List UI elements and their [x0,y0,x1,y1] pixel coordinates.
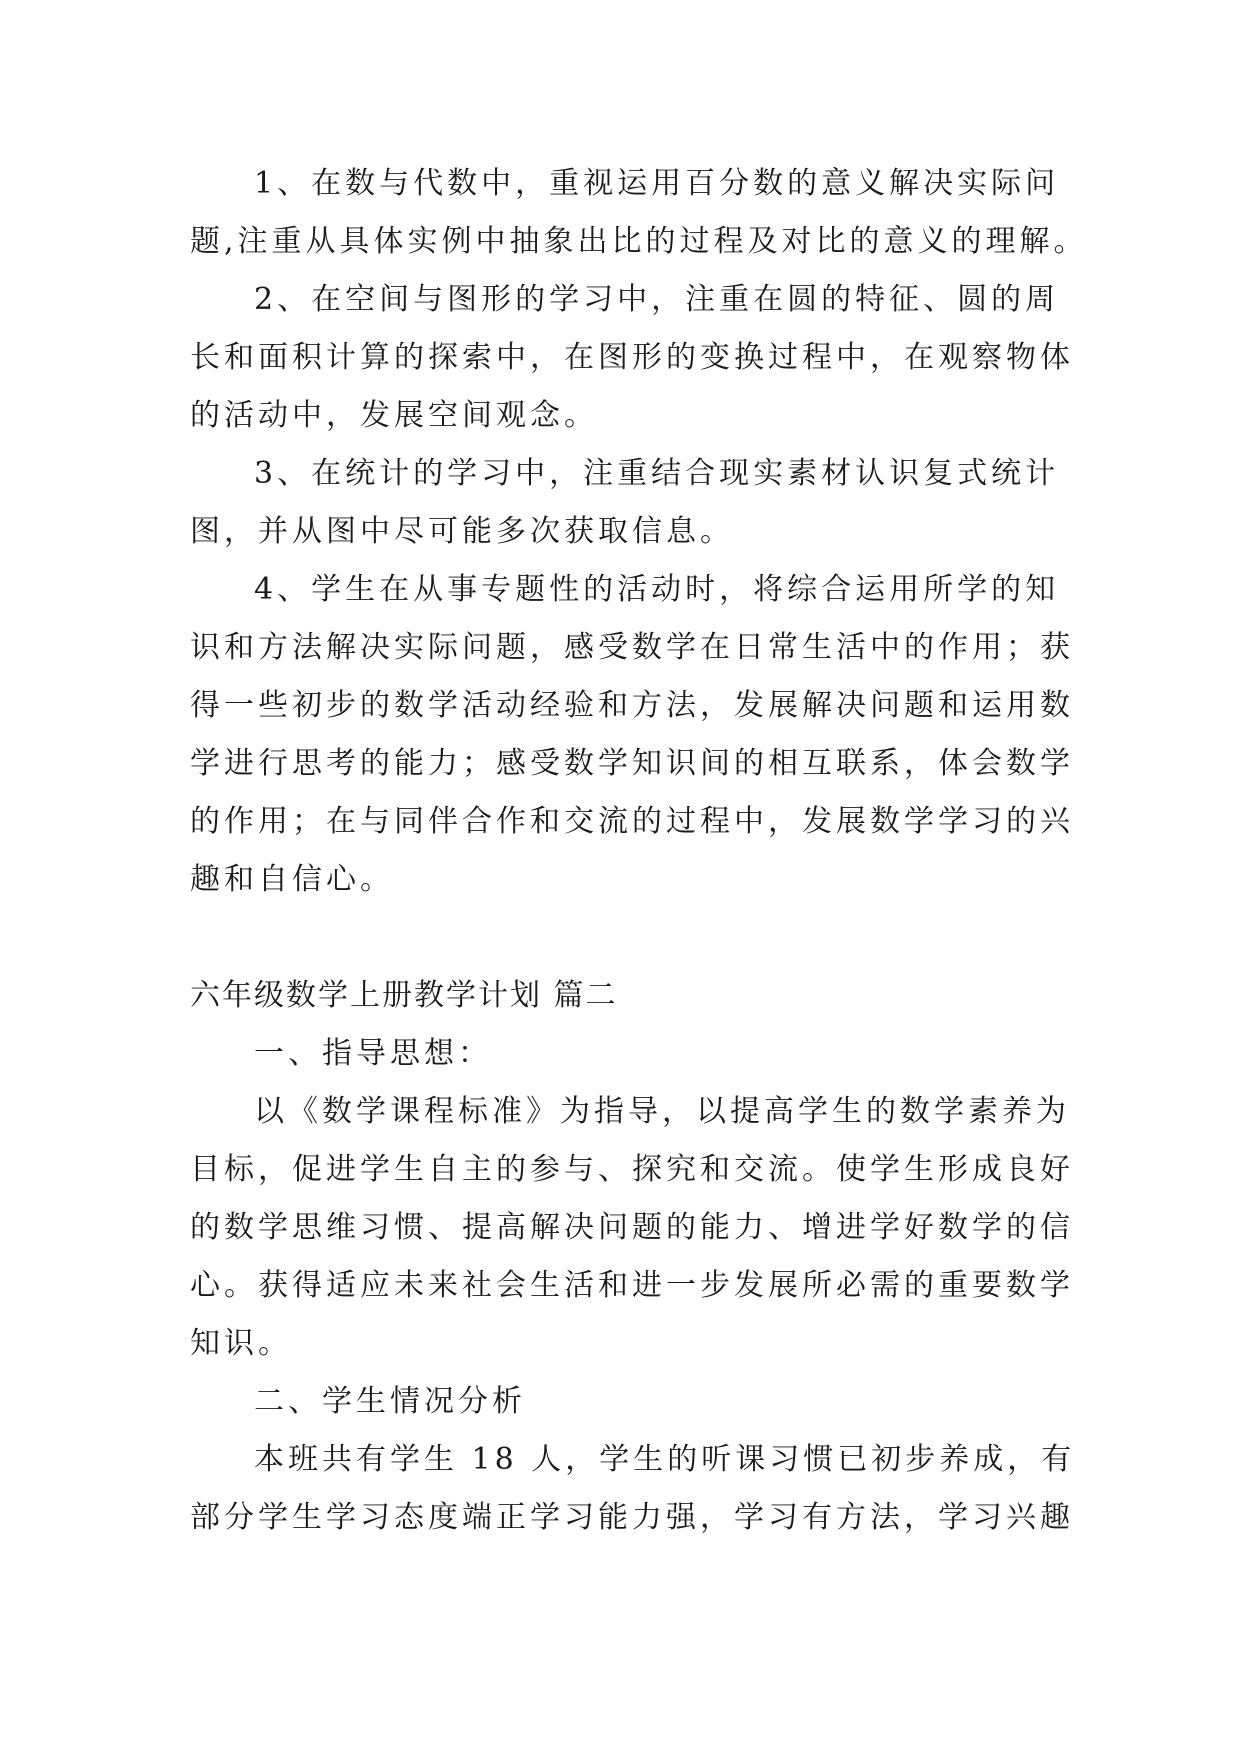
text-line: 图，并从图中尽可能多次获取信息。 [190,514,734,549]
section-gap [190,909,1070,967]
text-line: 本班共有学生 18 人，学生的听课习惯已初步养成，有 [254,1442,1076,1477]
text-line: 目标，促进学生自主的参与、探究和交流。使学生形成良好 [190,1152,1074,1187]
text-line: 3、在统计的学习中，注重结合现实素材认识复式统计 [254,456,1060,491]
text-line: 的作用；在与同伴合作和交流的过程中，发展数学学习的兴 [190,804,1074,839]
text-line: 的活动中，发展空间观念。 [190,398,598,433]
text-line: 的数学思维习惯、提高解决问题的能力、增进学好数学的信 [190,1210,1074,1245]
text-line: 学进行思考的能力；感受数学知识间的相互联系，体会数学 [190,746,1074,781]
text-line: 1、在数与代数中，重视运用百分数的意义解决实际问 [254,166,1060,201]
document-body [190,155,1088,1547]
section-one-content [190,155,1088,909]
section-heading: 六年级数学上册教学计划 篇二 [190,978,618,1013]
text-line: 心。获得适应未来社会生活和进一步发展所必需的重要数学 [190,1268,1074,1303]
text-line: 部分学生学习态度端正学习能力强，学习有方法，学习兴趣 [190,1500,1074,1535]
section-two-content [190,1025,1076,1547]
text-line: 以《数学课程标准》为指导，以提高学生的数学素养为 [254,1094,1070,1129]
text-line: 趣和自信心。 [190,862,394,897]
text-line: 2、在空间与图形的学习中，注重在圆的特征、圆的周 [254,282,1060,317]
text-line: 题,注重从具体实例中抽象出比的过程及对比的意义的理解。 [190,224,1088,259]
text-line: 识和方法解决实际问题，感受数学在日常生活中的作用；获 [190,630,1074,665]
text-line: 得一些初步的数学活动经验和方法，发展解决问题和运用数 [190,688,1074,723]
text-line: 长和面积计算的探索中，在图形的变换过程中，在观察物体 [190,340,1074,375]
text-line: 二、学生情况分析 [254,1384,526,1419]
text-line: 4、学生在从事专题性的活动时，将综合运用所学的知 [254,572,1060,607]
text-line: 一、指导思想： [254,1036,492,1071]
text-line: 知识。 [190,1326,292,1361]
